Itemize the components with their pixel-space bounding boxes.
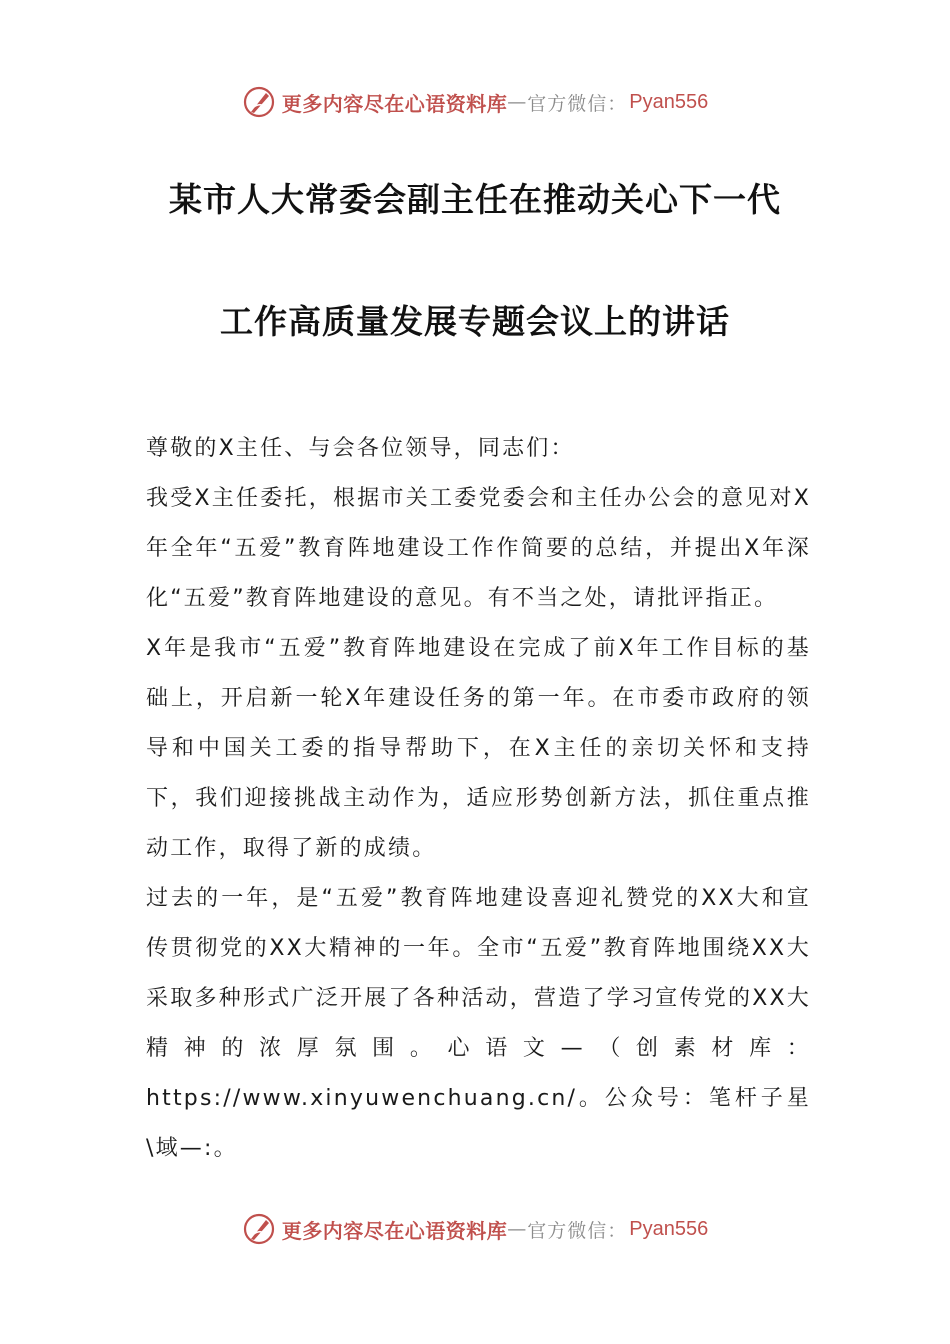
watermark-wechat-id: Pyan556 [629,1217,709,1240]
footer-watermark [0,1209,950,1249]
watermark-wechat-id: Pyan556 [629,90,709,113]
watermark-site-name: 更多内容尽在心语资料库 [281,91,508,116]
paragraph: X年是我市“五爱”教育阵地建设在完成了前X年工作目标的基础上，开启新一轮X年建设任务的第一年。在市委市政府的领导和中国关工委的指导帮助下，在X主任的亲切关怀和支持下，我们迎接挑战主动作为，适应形势创新方法，抓住重点推动工作，取得了新的成绩。 [146,636,811,861]
paragraph: 我受X主任委托，根据市关工委党委会和主任办公会的意见对X年全年“五爱”教育阵地建设工作作简要的总结，并提出X年深化“五爱”教育阵地建设的意见。有不当之处，请批评指正。 [146,486,811,611]
watermark-wechat-label: 官方微信： [527,1219,628,1242]
paragraph: 过去的一年，是“五爱”教育阵地建设喜迎礼赞党的XX大和宣传贯彻党的XX大精神的一年。全市“五爱”教育阵地围绕XX大采取多种形式广泛开展了各种活动，营造了学习宣传党的XX大精神的浓厚氛围。心语文—（创素材库：https://www.xinyuwenchuang.cn/。公众号：笔杆子星\域—:。 [146,886,811,1161]
quill-logo-icon [242,1212,276,1246]
watermark-dash: — [507,91,528,113]
document-title-line-2: 工作高质量发展专题会议上的讲话 [220,302,730,341]
quill-logo-icon [242,85,276,119]
watermark-site-name: 更多内容尽在心语资料库 [281,1218,508,1243]
watermark-wechat-label: 官方微信： [527,92,628,115]
document-title-line-1: 某市人大常委会副主任在推动关心下一代 [169,180,781,219]
paragraph-salutation: 尊敬的X主任、与会各位领导，同志们： [146,436,575,461]
document-body [146,424,811,1174]
header-watermark [0,82,950,122]
watermark-dash: — [507,1218,528,1240]
